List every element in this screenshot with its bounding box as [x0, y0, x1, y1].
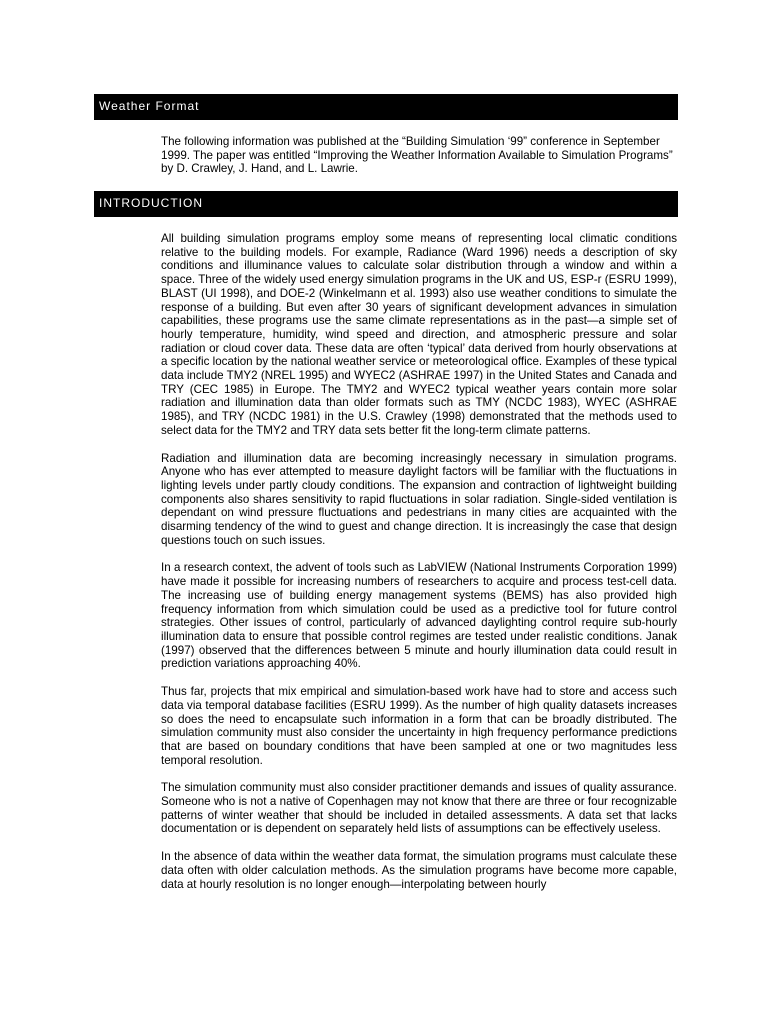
section-header-weather-format: [94, 94, 678, 120]
weather-format-text: [161, 135, 677, 190]
paragraph: In a research context, the advent of tools such as LabVIEW (National Instruments Corporation 1999) have made it possible for increasing numbers of researchers to acquire and process test-cell data. The increasing use of building energy management systems (BEMS) has also provided high frequency information from which simulation could be used as a predictive tool for future control strategies. Other issues of control, particularly of advanced daylighting control require sub-hourly illumination data to ensure that possible control regimes are tested under realistic conditions. Janak (1997) observed that the differences between 5 minute and hourly illumination data could result in prediction variations approaching 40%.: [161, 561, 677, 671]
paragraph: In the absence of data within the weather data format, the simulation programs must calculate these data often with older calculation methods. As the simulation programs have become more capable, data at hourly resolution is no longer enough—interpolating between hourly: [161, 850, 677, 891]
section-title: INTRODUCTION: [99, 196, 203, 210]
section-title: Weather Format: [99, 99, 200, 113]
section-header-introduction: [94, 191, 678, 217]
paragraph: The following information was published at the “Building Simulation ‘99” conference in September 1999. The paper was entitled “Improving the Weather Information Available to Simulation Programs” by D. Crawley, J. Hand, and L. Lawrie.: [161, 135, 673, 176]
paragraph: All building simulation programs employ some means of representing local climatic conditions relative to the building models. For example, Radiance (Ward 1996) needs a description of sky conditions and illuminance values to calculate solar distribution through a window and within a space. Three of the widely used energy simulation programs in the UK and US, ESP-r (ESRU 1999), BLAST (UI 1998), and DOE-2 (Winkelmann et al. 1993) also use weather conditions to simulate the response of a building. But even after 30 years of significant development advances in simulation capabilities, these programs use the same climate representations as in the past—a simple set of hourly temperature, humidity, wind speed and direction, and atmospheric pressure and solar radiation or cloud cover data. These data are often ‘typical’ data derived from hourly observations at a specific location by the national weather service or meteorological office. Examples of these typical data include TMY2 (NREL 1995) and WYEC2 (ASHRAE 1997) in the United States and Canada and TRY (CEC 1985) in Europe. The TMY2 and WYEC2 typical weather years contain more solar radiation and illumination data than older formats such as TMY (NCDC 1983), WYEC (ASHRAE 1985), and TRY (NCDC 1981) in the U.S. Crawley (1998) demonstrated that the methods used to select data for the TMY2 and TRY data sets better fit the long-term climate patterns.: [161, 232, 677, 437]
paragraph: The simulation community must also consider practitioner demands and issues of quality assurance. Someone who is not a native of Copenhagen may not know that there are three or four recognizable patterns of winter weather that should be included in detailed assessments. A data set that lacks documentation or is dependent on separately held lists of assumptions can be effectively useless.: [161, 781, 677, 836]
paragraph: Thus far, projects that mix empirical and simulation-based work have had to store and access such data via temporal database facilities (ESRU 1999). As the number of high quality datasets increases so does the need to encapsulate such information in a form that can be broadly distributed. The simulation community must also consider the uncertainty in high frequency performance predictions that are based on boundary conditions that have been sampled at one or two magnitudes less temporal resolution.: [161, 685, 677, 767]
paragraph: Radiation and illumination data are becoming increasingly necessary in simulation programs. Anyone who has ever attempted to measure daylight factors will be familiar with the fluctuations in lighting levels under partly cloudy conditions. The expansion and contraction of lightweight building components also shares sensitivity to rapid fluctuations in solar radiation. Single-sided ventilation is dependant on wind pressure fluctuations and pedestrians in many cities are acquainted with the disarming tendency of the wind to guest and change direction. It is increasingly the case that design questions touch on such issues.: [161, 451, 677, 547]
introduction-body: [161, 232, 677, 932]
